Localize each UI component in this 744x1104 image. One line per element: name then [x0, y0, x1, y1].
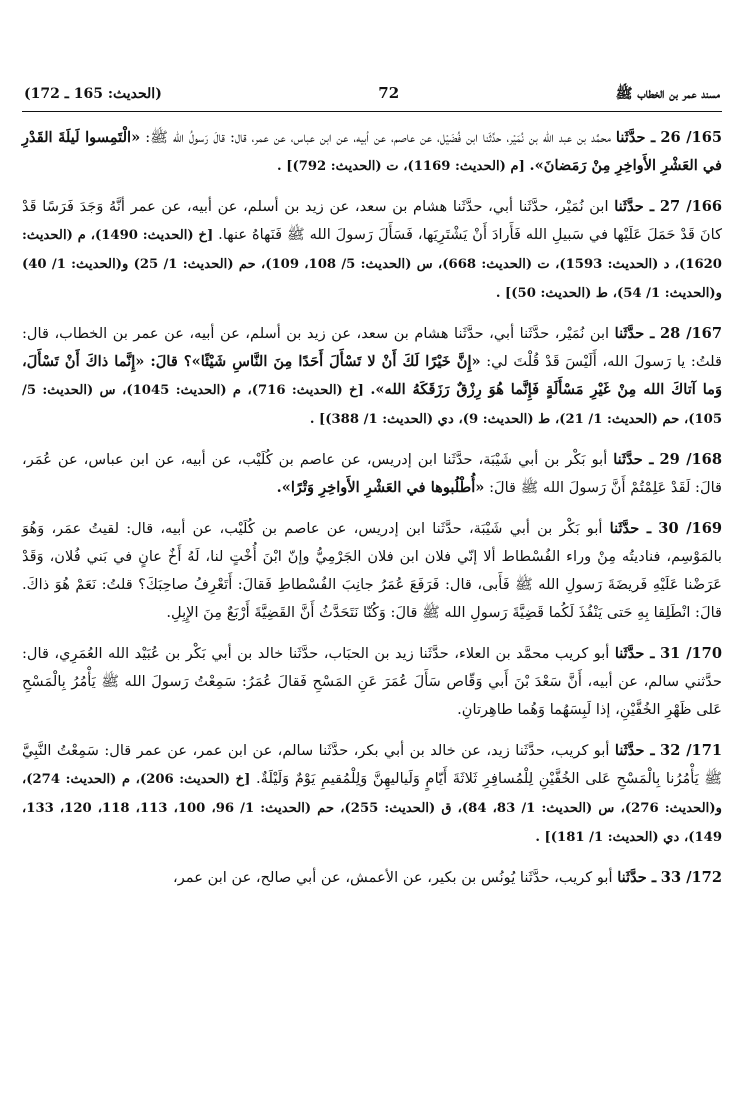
hadith-entry	[22, 193, 722, 308]
hadith-entry	[22, 640, 722, 725]
hadith-number: 171/ 32	[660, 742, 723, 759]
hadith-text: أبو كريب محمَّد بن العلاء، حدَّثَنا زيد بن الحبَاب، حدَّثَنا خالد بن أبي بَكْر بن عُبَيْد الله العُمَرِي، قال: حدَّثني سالم، عن أبيه، أَنَّ سَعْدَ بْنَ أَبي وَقّاص سَأَلَ عُمَرَ عَنِ المَسْحِ فَقالَ عُمَرُ: سَمِعْتُ رَسولَ الله ﷺ يَأْمُرُ بِالْمَسْحِ عَلى ظَهْرِ الخُفَّيْنِ، إذا لَبِسَهُما وَهُما طاهِرتانِ.	[22, 645, 722, 718]
hadith-citation: [خ (الحديث: 206)، م (الحديث: 274)، و(الحديث: 276)، س (الحديث: 1/ 83، 84)، ق (الحديث: 255)، حم (الحديث: 1/ 96، 100، 113، 118، 120، 133، 149)، دي (الحديث: 1/ 181)] .	[22, 772, 722, 845]
hadith-quote: «إِنَّ خَيْرًا لَكَ أَنْ لا تَسْأَلَ أَحَدًا مِنَ النَّاسِ شَيْئًا»؟ قالَ: «إِنَّما ذاكَ أَنْ تَسْأَلَ، وَما آتاكَ الله مِنْ غَيْرِ مَسْأَلَةٍ فَإِنَّما هُوَ رِزْقٌ رَزَقَكَهُ الله».	[22, 353, 723, 398]
hadith-text: أبو بَكْر بن أبي شَيْبَة، حدَّثَنا ابن إدريس، عن عاصم بن كُلَيْب، عن أبيه، عن ابن عباس، عن عُمَر، قالَ: لَقَدْ عَلِمْتُمْ أَنَّ رَسولَ الله ﷺ قالَ:	[22, 451, 722, 496]
hadith-text: أبو كريب، حدَّثَنا يُونُس بن بكير، عن الأعمش، عن أبي صالح، عن ابن عمر،	[173, 869, 613, 886]
hadith-intro: ـ حدَّثَنا	[614, 742, 655, 759]
hadith-entry	[22, 737, 722, 852]
hadith-intro: ـ حدَّثَنا	[614, 198, 655, 215]
hadith-quote: «أُطْلُبوها في العَشْرِ الأَواخِرِ وَتْرًا».	[276, 479, 485, 496]
hadith-list	[22, 124, 722, 893]
hadith-intro: ـ حدَّثَنا	[617, 869, 657, 886]
hadith-intro: ـ حدَّثَنا	[609, 520, 652, 537]
header-book-title: مسند عمر بن الخطاب ﷺ	[615, 86, 720, 102]
hadith-intro: ـ حدَّثَنا	[615, 129, 656, 146]
hadith-number: 172/ 33	[660, 869, 722, 886]
hadith-quote: «الْتَمِسوا لَيلَةَ القَدْرِ في العَشْرِ الأَواخِرِ مِنْ رَمَضانَ».	[22, 129, 722, 174]
hadith-number: 168/ 29	[659, 451, 722, 468]
hadith-text: محمَّد بن عبد الله بن نُمَيْر، حدَّثَنا ابن فُضَيْل، عن عاصم، عن أبيه، عن ابن عباس، عن عمر، قال: قالَ رَسولُ الله ﷺ:	[145, 129, 611, 146]
hadith-entry	[22, 446, 722, 503]
running-header	[22, 84, 722, 112]
hadith-intro: ـ حدَّثَنا	[614, 645, 655, 662]
hadith-number: 170/ 31	[660, 645, 722, 662]
hadith-number: 167/ 28	[659, 325, 722, 342]
hadith-number: 166/ 27	[659, 198, 723, 215]
hadith-citation: [م (الحديث: 1169)، ت (الحديث: 792)] .	[277, 159, 525, 174]
header-hadith-range: (الحديث: 165 ـ 172)	[24, 86, 162, 102]
hadith-citation: [خ (الحديث: 1490)، م (الحديث: 1620)، د (الحديث: 1593)، ت (الحديث: 668)، س (الحديث: 5/ 108، 109)، حم (الحديث: 1/ 25) و(الحديث: 1/ 40) و(الحديث: 1/ 54)، ط (الحديث: 50)] .	[22, 228, 722, 301]
page	[22, 84, 722, 905]
hadith-number: 165/ 26	[660, 129, 723, 146]
hadith-intro: ـ حدَّثَنا	[614, 325, 655, 342]
hadith-entry	[22, 320, 722, 434]
hadith-text: أبو كريب، حدَّثَنا زيد، عن خالد بن أبي بكر، حدَّثَنا سالم، عن ابن عمر، عن عمر قال: سَمِعْتُ النَّبِيَّ ﷺ يَأْمُرُنا بِالْمَسْحِ عَلى الخُفَّيْنِ لِلْمُسافِرِ ثَلاثَةَ أَيّامٍ وَلَياليهِنَّ وَلِلْمُقيمِ يَوْمٌ وَلَيْلَةٌ.	[22, 742, 723, 787]
page-number: 72	[378, 84, 400, 102]
hadith-number: 169/ 30	[658, 520, 723, 537]
hadith-citation: [خ (الحديث: 716)، م (الحديث: 1045)، س (الحديث: 5/ 105)، حم (الحديث: 1/ 21)، ط (الحديث: 9)، دي (الحديث: 1/ 388)] .	[22, 383, 722, 427]
hadith-intro: ـ حدَّثَنا	[613, 451, 654, 468]
hadith-entry	[22, 124, 722, 181]
hadith-text: أبو بَكْر بن أبي شَيْبَة، حدَّثَنا ابن إدريس، عن عاصم بن كُلَيْب، عن أبيه، قال: لقيتُ عمَر، وَهُوَ بالمَوْسِم، فناديتُه مِنْ وراء الفُسْطاط ألا إنّي فلان ابن فلان الجَرْمِيُّ وإنّ ابْنَ أُخْتٍ لنا، لَهُ أَخٌ عانٍ في بَني فُلان، وَقَدْ عَرَضْنا عَلَيْهِ فَريضَةَ رَسولِ الله ﷺ فَأَبى، قال: فَرَفَعَ عُمَرُ جانِبَ الفُسْطاطِ فَقالَ: أَتَعْرِفُ صاحِبَكَ؟ قلتُ: نَعَمْ هُوَ ذاكَ. قالَ: انْطَلِقا بِهِ حَتى يَنْفُذَ لَكُما قَضِيَّةَ رَسولِ الله ﷺ قالَ: وَكُنّا نَتَحَدَّثُ أَنَّ القَضِيَّةَ أَرْبَعٌ مِنَ الإِبِلِ.	[22, 520, 722, 621]
hadith-entry	[22, 515, 722, 628]
hadith-text: ابن نُمَيْر، حدَّثَنا أبي، حدَّثَنا هشام بن سعد، عن زيد بن أسلم، عن أبيه، عن عمر أنَّهُ وَجَدَ فَرَسًا قَدْ كانَ قَدْ حَمَلَ عَلَيْها في سَبيلِ الله فَأَرادَ أَنْ يَشْتَرِيَها، فَسَأَلَ رَسولَ الله ﷺ فَنَهاهُ عنها.	[22, 198, 723, 243]
hadith-text: ابن نُمَيْر، حدَّثَنا أبي، حدَّثَنا هشام بن سعد، عن زيد بن أسلم، عن أبيه، عن عمر بن الخطاب، قال: قلتُ: يا رَسولَ الله، أَلَيْسَ قَدْ قُلْتَ لي:	[22, 325, 722, 370]
hadith-entry	[22, 864, 722, 893]
